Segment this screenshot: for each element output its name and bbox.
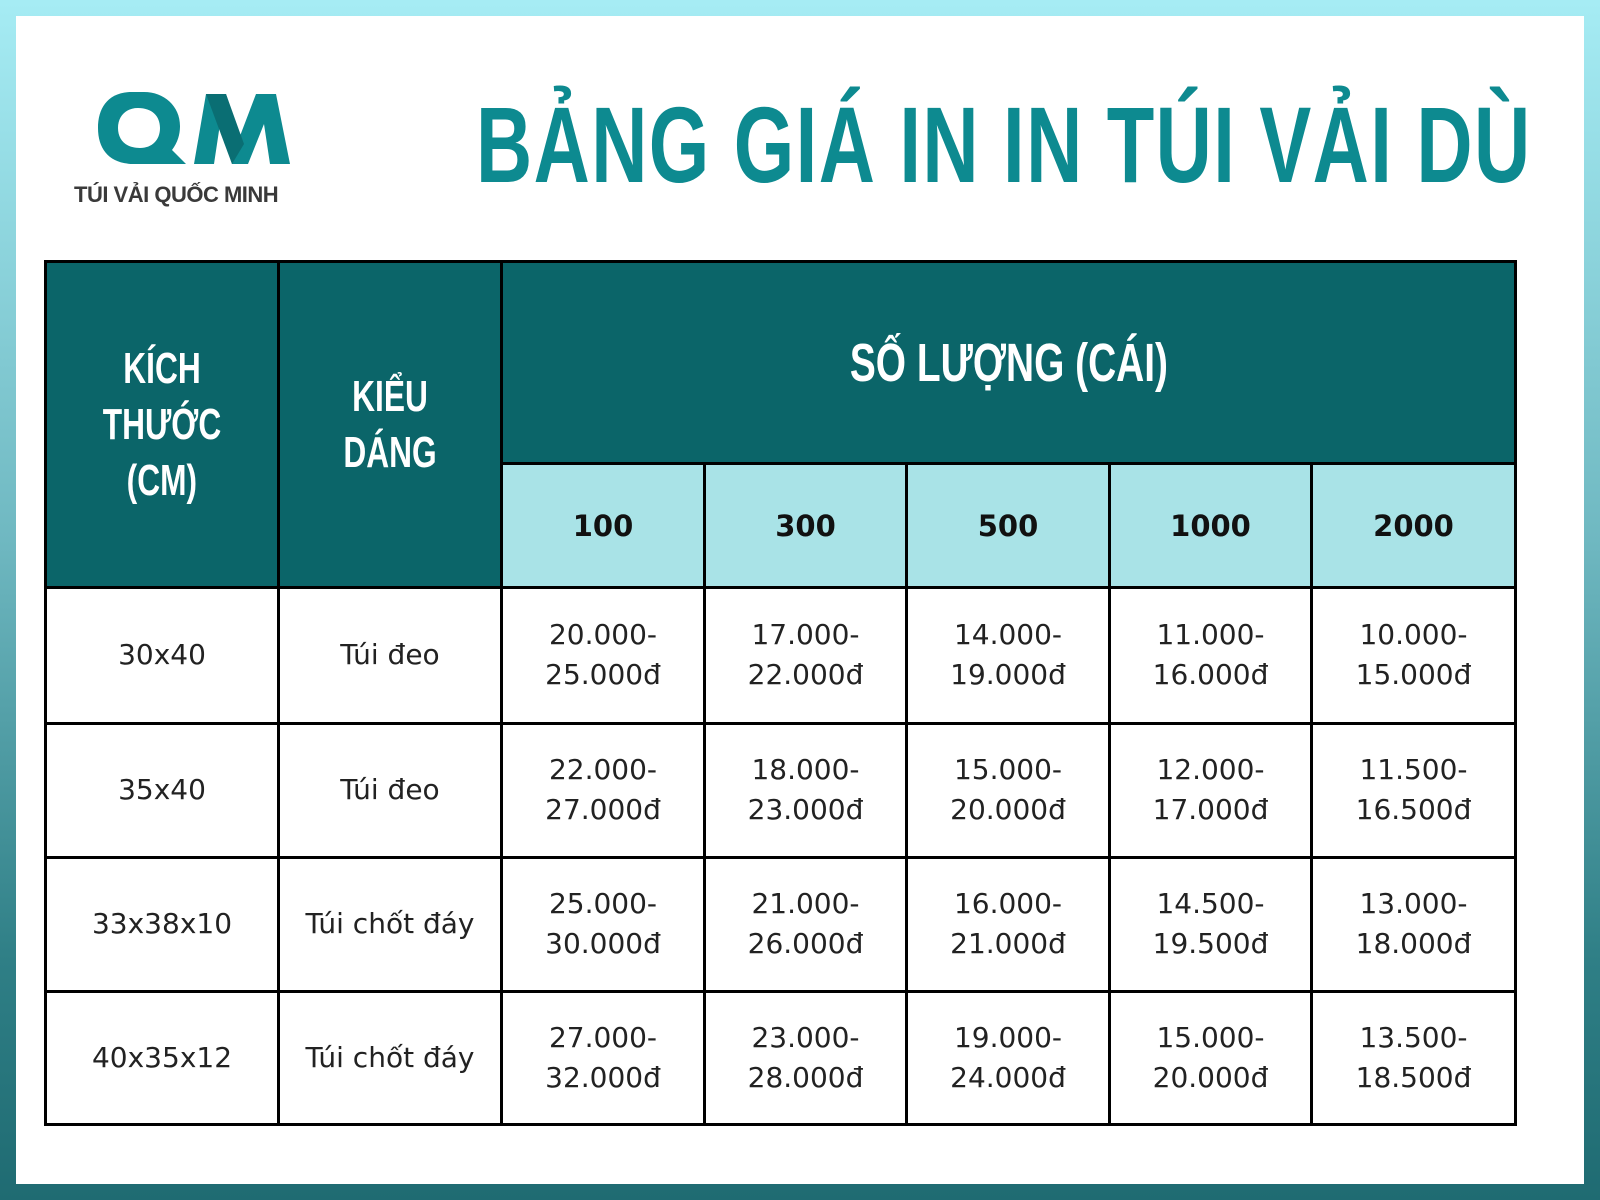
header-size-line2: (CM) (126, 455, 198, 505)
quantity-300: 300 (705, 464, 907, 588)
price-cell: 27.000- 32.000đ (502, 991, 705, 1124)
price-cell: 19.000- 24.000đ (907, 991, 1110, 1124)
header-size-line1: KÍCH THƯỚC (102, 343, 222, 449)
style-cell: Túi chốt đáy (279, 857, 502, 991)
header-quantity: SỐ LƯỢNG (CÁI) (502, 262, 1516, 464)
style-cell: Túi đeo (279, 588, 502, 723)
price-cell: 13.500- 18.500đ (1312, 991, 1516, 1124)
price-cell: 12.000- 17.000đ (1110, 723, 1312, 857)
price-cell: 22.000- 27.000đ (502, 723, 705, 857)
price-cell: 10.000- 15.000đ (1312, 588, 1516, 723)
table-row (46, 588, 1516, 723)
quantity-100: 100 (502, 464, 705, 588)
price-table (44, 260, 1517, 1126)
price-cell: 14.000- 19.000đ (907, 588, 1110, 723)
price-cell: 25.000- 30.000đ (502, 857, 705, 991)
brand-logo (74, 84, 314, 214)
price-cell: 18.000- 23.000đ (705, 723, 907, 857)
price-cell: 13.000- 18.000đ (1312, 857, 1516, 991)
size-cell: 30x40 (46, 588, 279, 723)
size-cell: 40x35x12 (46, 991, 279, 1124)
price-cell: 21.000- 26.000đ (705, 857, 907, 991)
price-cell: 16.000- 21.000đ (907, 857, 1110, 991)
table-row (46, 857, 1516, 991)
style-cell: Túi đeo (279, 723, 502, 857)
price-cell: 14.500- 19.500đ (1110, 857, 1312, 991)
price-cell: 20.000- 25.000đ (502, 588, 705, 723)
price-cell: 15.000- 20.000đ (907, 723, 1110, 857)
quantity-500: 500 (907, 464, 1110, 588)
price-cell: 15.000- 20.000đ (1110, 991, 1312, 1124)
price-cell: 23.000- 28.000đ (705, 991, 907, 1124)
page-title: BẢNG GIÁ IN IN TÚI VẢI DÙ (476, 84, 1532, 205)
price-cell: 11.000- 16.000đ (1110, 588, 1312, 723)
price-cell: 17.000- 22.000đ (705, 588, 907, 723)
table-row (46, 723, 1516, 857)
header-size (46, 262, 279, 588)
size-cell: 33x38x10 (46, 857, 279, 991)
quantity-1000: 1000 (1110, 464, 1312, 588)
price-cell: 11.500- 16.500đ (1312, 723, 1516, 857)
quantity-2000: 2000 (1312, 464, 1516, 588)
style-cell: Túi chốt đáy (279, 991, 502, 1124)
brand-name: TÚI VẢI QUỐC MINH (74, 182, 279, 207)
header-style: KIỂU DÁNG (279, 262, 502, 588)
qm-logo-icon (94, 84, 294, 174)
table-row (46, 991, 1516, 1124)
size-cell: 35x40 (46, 723, 279, 857)
